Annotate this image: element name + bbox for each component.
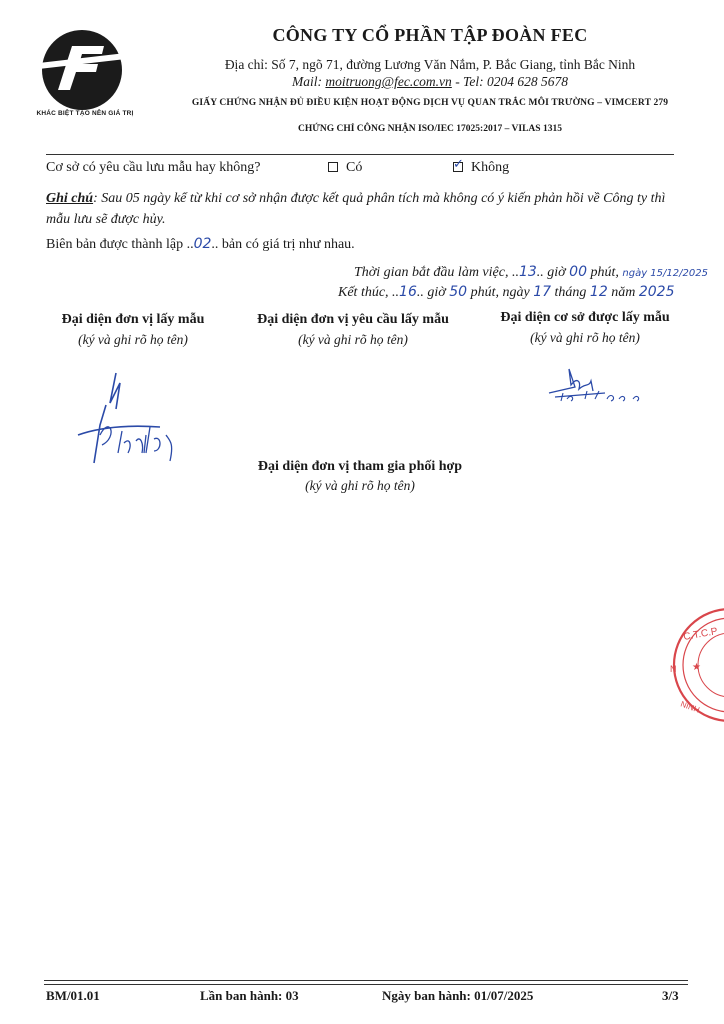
mail-label: Mail: bbox=[292, 74, 326, 89]
sign-sampler-title: Đại diện đơn vị lấy mẫu bbox=[61, 312, 205, 327]
footer-divider bbox=[44, 980, 688, 985]
issue-number: Lần ban hành: 03 bbox=[200, 988, 299, 1003]
end-month: 12 bbox=[589, 284, 608, 300]
sign-facility-title: Đại diện cơ sở được lấy mẫu bbox=[500, 310, 670, 325]
storage-question: Cơ sở có yêu cầu lưu mẫu hay không? bbox=[46, 160, 261, 175]
certificate-vimcert: GIẤY CHỨNG NHẬN ĐỦ ĐIỀU KIỆN HOẠT ĐỘNG DỊCH VỤ QUAN TRẮC MÔI TRƯỜNG – VIMCERT 279 bbox=[191, 98, 669, 108]
company-name: CÔNG TY CỔ PHẦN TẬP ĐOÀN FEC bbox=[272, 25, 588, 45]
copies-value: 02 bbox=[193, 236, 212, 252]
svg-text:★: ★ bbox=[692, 662, 701, 673]
copies-prefix: Biên bản được thành lập .. bbox=[46, 237, 194, 252]
svg-text:NINH: NINH bbox=[679, 699, 701, 715]
option-no-label: Không bbox=[471, 160, 510, 175]
end-hour: 16 bbox=[399, 284, 417, 300]
start-date: ngày 15/12/2025 bbox=[622, 268, 708, 279]
fec-logo bbox=[30, 26, 134, 122]
certificate-vilas: CHỨNG CHỈ CÔNG NHẬN ISO/IEC 17025:2017 – VILAS 1315 bbox=[298, 124, 562, 134]
sign-sampler-subtitle: (ký và ghi rõ họ tên) bbox=[78, 332, 188, 347]
end-hour-unit: .. giờ bbox=[416, 285, 450, 300]
checkbox-no[interactable] bbox=[453, 156, 464, 172]
option-yes[interactable] bbox=[328, 160, 362, 176]
facility-signature bbox=[545, 365, 655, 405]
header-divider bbox=[46, 154, 674, 155]
note-label: Ghi chú bbox=[46, 191, 94, 206]
end-day: 17 bbox=[533, 284, 552, 300]
logo-tagline: KHÁC BIỆT TẠO NÊN GIÁ TRỊ bbox=[36, 110, 134, 117]
checkmark-icon: ✓ bbox=[453, 156, 464, 172]
end-year-label: năm bbox=[607, 285, 639, 300]
sign-requester-title: Đại diện đơn vị yêu cầu lấy mẫu bbox=[257, 312, 449, 327]
end-label: Kết thúc, .. bbox=[338, 285, 400, 300]
copies-line bbox=[46, 236, 355, 253]
start-hour-unit: .. giờ bbox=[536, 265, 570, 280]
tel: - Tel: 0204 628 5678 bbox=[451, 74, 568, 89]
sign-requester-subtitle: (ký và ghi rõ họ tên) bbox=[298, 332, 408, 347]
sampler-signature bbox=[70, 365, 200, 470]
end-year: 2025 bbox=[638, 284, 675, 300]
company-stamp bbox=[640, 606, 724, 724]
end-minute: 50 bbox=[449, 284, 468, 300]
note bbox=[46, 188, 686, 230]
svg-text:C.T.C.P: C.T.C.P bbox=[682, 626, 719, 643]
end-minute-unit: phút, ngày bbox=[467, 285, 534, 300]
end-time-line bbox=[338, 284, 675, 301]
start-hour: 13 bbox=[518, 264, 537, 280]
start-label: Thời gian bắt đầu làm việc, .. bbox=[354, 265, 519, 280]
option-no[interactable] bbox=[453, 156, 510, 176]
company-address: Địa chỉ: Số 7, ngõ 71, đường Lương Văn Nắm, P. Bắc Giang, tỉnh Bắc Ninh bbox=[224, 57, 636, 72]
sign-facility-subtitle: (ký và ghi rõ họ tên) bbox=[530, 330, 640, 345]
start-minute-unit: phút, bbox=[587, 265, 623, 280]
mail-link[interactable]: moitruong@fec.com.vn bbox=[325, 74, 452, 89]
option-yes-label: Có bbox=[346, 160, 363, 175]
copies-suffix: .. bản có giá trị như nhau. bbox=[211, 237, 355, 252]
page-number: 3/3 bbox=[662, 988, 679, 1003]
start-time-line bbox=[354, 264, 708, 281]
end-month-label: tháng bbox=[551, 285, 590, 300]
start-minute: 00 bbox=[569, 264, 587, 280]
checkbox-yes[interactable] bbox=[328, 162, 338, 172]
sign-partner-subtitle: (ký và ghi rõ họ tên) bbox=[305, 478, 415, 493]
company-contact bbox=[160, 74, 700, 90]
svg-text:N: N bbox=[670, 664, 677, 674]
form-code: BM/01.01 bbox=[46, 988, 100, 1003]
note-text: : Sau 05 ngày kể từ khi cơ sở nhận được kết quả phân tích mà không có ý kiến phản hồi về Công ty thì mẫu lưu sẽ được hủy. bbox=[46, 191, 666, 227]
issue-date: Ngày ban hành: 01/07/2025 bbox=[382, 988, 534, 1003]
sign-partner-title: Đại diện đơn vị tham gia phối hợp bbox=[257, 459, 463, 474]
